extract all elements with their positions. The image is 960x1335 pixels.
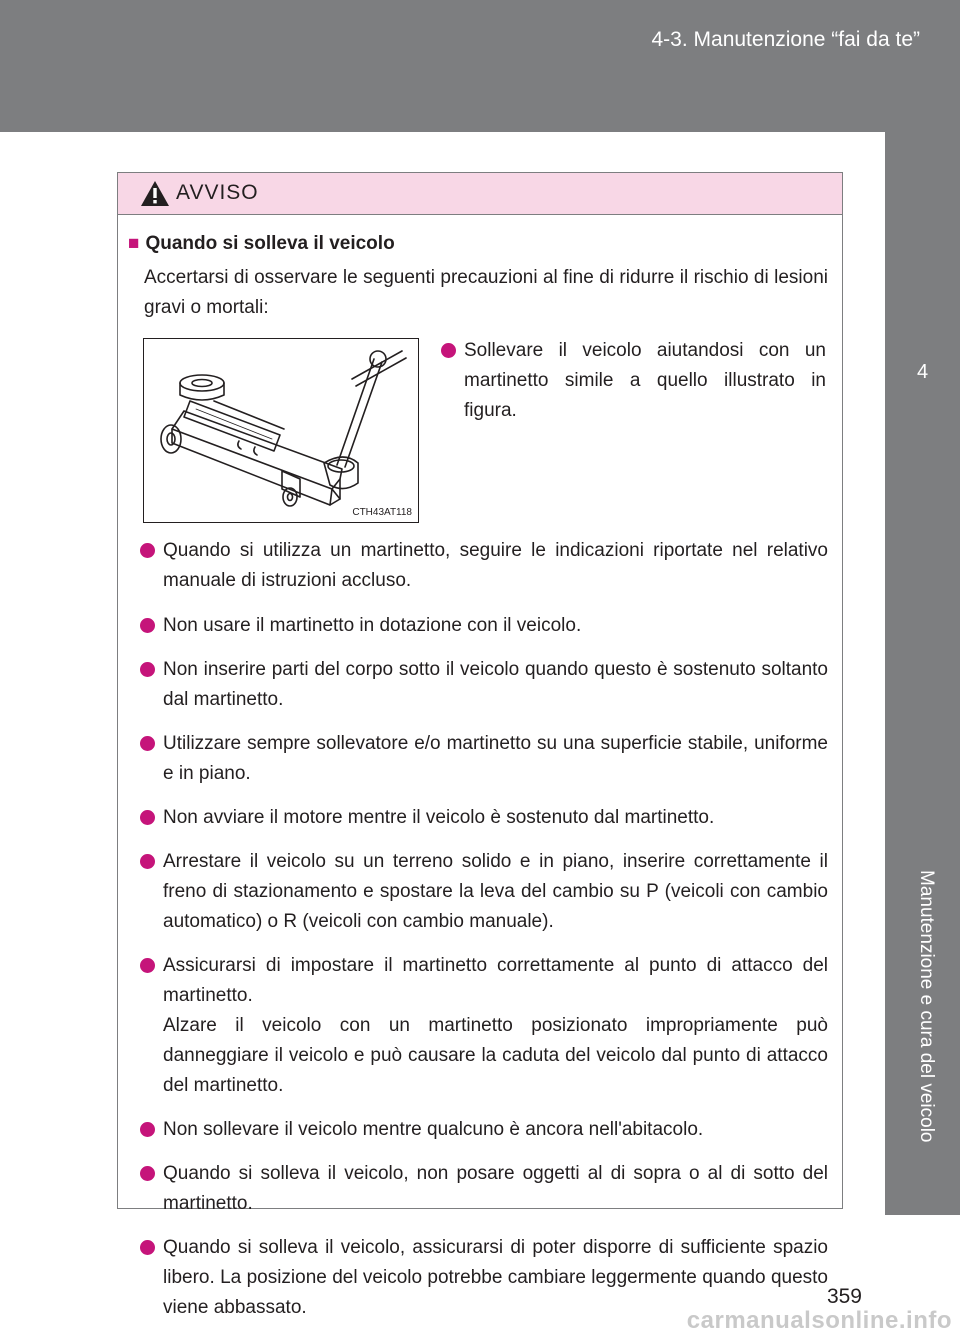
chapter-tab — [885, 132, 960, 1215]
bullet-dot-icon — [140, 1166, 155, 1181]
bullet-dot-icon — [140, 958, 155, 973]
list-item: Arrestare il veicolo su un terreno solido e in piano, inserire correttamente il freno di stazionamento e spostare la leva del cambio su P (veicoli con cambio automatico) o R (veicoli con cambio manuale). — [140, 847, 828, 937]
bullet-dot-icon — [140, 810, 155, 825]
chapter-title: Manutenzione e cura del veicolo — [916, 870, 937, 1143]
bullet-dot-icon — [140, 736, 155, 751]
chapter-number: 4 — [916, 361, 929, 383]
bullet-dot-icon — [140, 1240, 155, 1255]
warning-title: AVVISO — [176, 181, 259, 204]
list-item: Non avviare il motore mentre il veicolo è sostenuto dal martinetto. — [140, 803, 828, 833]
list-item: Utilizzare sempre sollevatore e/o martinetto su una superficie stabile, uniforme e in piano. — [140, 729, 828, 789]
floor-jack-illustration — [144, 339, 417, 521]
bullet-dot-icon — [441, 343, 456, 358]
list-item: Non sollevare il veicolo mentre qualcuno è ancora nell'abitacolo. — [140, 1115, 828, 1145]
warning-box — [117, 172, 843, 1318]
list-item: Quando si solleva il veicolo, assicurarsi di poter disporre di sufficiente spazio libero. La posizione del veicolo potrebbe cambiare leggermente quando questo viene abbassato. — [140, 1233, 828, 1323]
bullet-dot-icon — [140, 543, 155, 558]
warning-triangle-icon — [140, 180, 170, 207]
sub-heading — [128, 233, 395, 255]
square-bullet-icon: ■ — [128, 233, 140, 254]
list-item-continuation: Alzare il veicolo con un martinetto posizionato impropriamente può danneggiare il veicolo e può causare la caduta del veicolo dal punto di attacco del martinetto. — [163, 1015, 828, 1096]
bullet-dot-icon — [140, 662, 155, 677]
warning-header — [118, 173, 842, 215]
intro-paragraph: Accertarsi di osservare le seguenti precauzioni al fine di ridurre il rischio di lesioni gravi o mortali: — [144, 267, 828, 318]
list-item: Quando si solleva il veicolo, non posare oggetti al di sopra o al di sotto del martinetto. — [140, 1159, 828, 1219]
jack-figure — [143, 338, 419, 523]
bullet-dot-icon — [140, 618, 155, 633]
bullet-dot-icon — [140, 854, 155, 869]
bullet-dot-icon — [140, 1122, 155, 1137]
figure-code: CTH43AT118 — [352, 507, 412, 518]
section-header: 4-3. Manutenzione “fai da te” — [651, 28, 920, 51]
list-item: Sollevare il veicolo aiutandosi con un martinetto simile a quello illustrato in figura. — [441, 336, 826, 426]
watermark: carmanualsonline.info — [686, 1307, 952, 1334]
page-number: 359 — [826, 1285, 862, 1308]
list-item: Non inserire parti del corpo sotto il veicolo quando questo è sostenuto soltanto dal martinetto. — [140, 655, 828, 715]
header-band — [0, 0, 960, 132]
list-item: Quando si utilizza un martinetto, seguire le indicazioni riportate nel relativo manuale di istruzioni accluso. — [140, 536, 828, 596]
sub-heading-text: Quando si solleva il veicolo — [145, 233, 395, 254]
list-item: Non usare il martinetto in dotazione con il veicolo. — [140, 611, 828, 641]
list-item: Assicurarsi di impostare il martinetto correttamente al punto di attacco del martinetto. — [140, 951, 828, 1011]
